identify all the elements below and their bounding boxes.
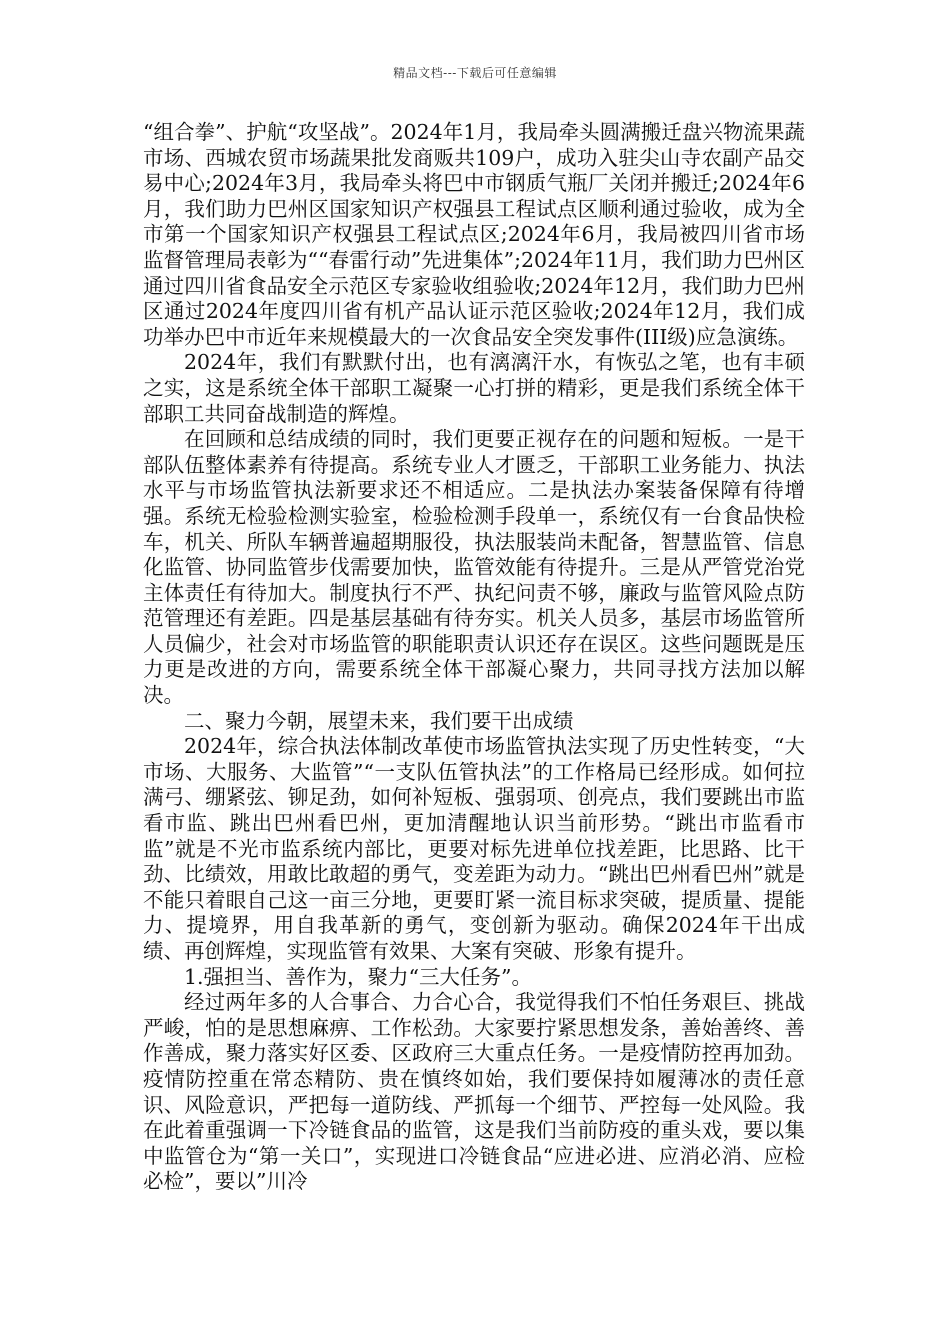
document-body	[143, 120, 805, 1195]
paragraph-problems: 在回顾和总结成绩的同时，我们更要正视存在的问题和短板。一是干部队伍整体素养有待提高。系统专业人才匮乏，干部职工业务能力、执法水平与市场监管执法新要求还不相适应。二是执法办案装备保障有待增强。系统无检验检测实验室，检验检测手段单一，系统仅有一台食品快检车，机关、所队车辆普遍超期服役，执法服装尚未配备，智慧监管、信息化监管、协同监管步伐需要加快，监管效能有待提升。三是从严管党治党主体责任有待加大。制度执行不严、执纪问责不够，廉政与监管风险点防范管理还有差距。四是基层基础有待夯实。机关人员多，基层市场监管所人员偏少，社会对市场监管的职能职责认识还存在误区。这些问题既是压力更是改进的方向，需要系统全体干部凝心聚力，共同寻找方法加以解决。	[143, 427, 805, 708]
paragraph-achievements: “组合拳”、护航“攻坚战”。2024年1月，我局牵头圆满搬迁盘兴物流果蔬市场、西城农贸市场蔬果批发商贩共109户，成功入驻尖山寺农副产品交易中心;2024年3月，我局牵头将巴中市钢质气瓶厂关闭并搬迁;2024年6月，我们助力巴州区国家知识产权强县工程试点区顺利通过验收，成为全市第一个国家知识产权强县工程试点区;2024年6月，我局被四川省市场监督管理局表彰为““春雷行动”先进集体”;2024年11月，我们助力巴州区通过四川省食品安全示范区专家验收组验收;2024年12月，我们助力巴州区通过2024年度四川省有机产品认证示范区验收;2024年12月，我们成功举办巴中市近年来规模最大的一次食品安全突发事件(III级)应急演练。	[143, 120, 805, 349]
page-header: 精品文档---下载后可任意编辑	[393, 66, 557, 80]
paragraph-tasks: 经过两年多的人合事合、力合心合，我觉得我们不怕任务艰巨、挑战严峻，怕的是思想麻痹、工作松劲。大家要拧紧思想发条，善始善终、善作善成，聚力落实好区委、区政府三大重点任务。一是疫情防控再加劲。疫情防控重在常态精防、贵在慎终如始，我们要保持如履薄冰的责任意识、风险意识，严把每一道防线、严抓每一个细节、严控每一处风险。我在此着重强调一下冷链食品的监管，这是我们当前防疫的重头戏，要以集中监管仓为“第一关口”，实现进口冷链食品“应进必进、应消必消、应检必检”，要以”川冷	[143, 990, 805, 1194]
subsection-heading-1: 1.强担当、善作为，聚力“三大任务”。	[184, 964, 533, 989]
paragraph-summary: 2024年，我们有默默付出，也有漓漓汗水，有恢弘之笔，也有丰硕之实，这是系统全体干部职工凝聚一心打拼的精彩，更是我们系统全体干部职工共同奋战制造的辉煌。	[143, 350, 805, 426]
paragraph-outlook: 2024年，综合执法体制改革使市场监管执法实现了历史性转变，“大市场、大服务、大监管”“一支队伍管执法”的工作格局已经形成。如何拉满弓、绷紧弦、铆足劲，如何补短板、强弱项、创亮点，我们要跳出市监看市监、跳出巴州看巴州，更加清醒地认识当前形势。“跳出市监看市监”就是不光市监系统内部比，更要对标先进单位找差距，比思路、比干劲、比绩效，用敢比敢超的勇气，变差距为动力。“跳出巴州看巴州”就是不能只着眼自己这一亩三分地，更要盯紧一流目标求突破，提质量、提能力、提境界，用自我革新的勇气，变创新为驱动。确保2024年干出成绩、再创辉煌，实现监管有效果、大案有突破、形象有提升。	[143, 734, 805, 963]
section-heading-2: 二、聚力今朝，展望未来，我们要干出成绩	[184, 708, 574, 733]
